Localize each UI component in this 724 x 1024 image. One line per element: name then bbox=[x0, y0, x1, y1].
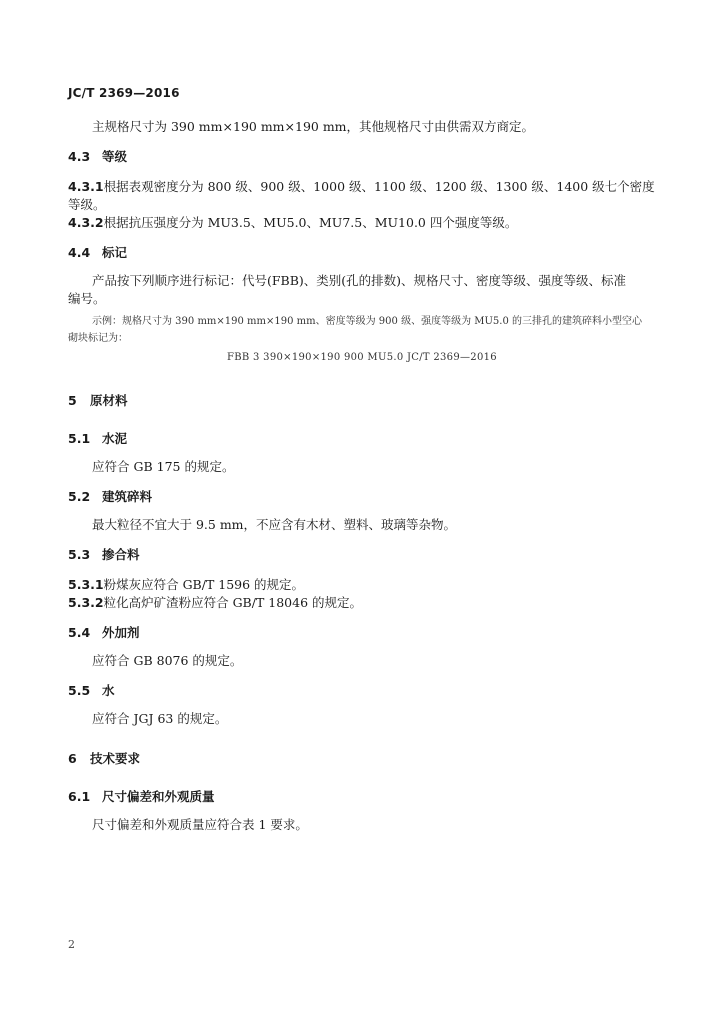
section-number: 4.4 bbox=[68, 245, 91, 260]
section-title: 等级 bbox=[102, 149, 128, 164]
paragraph-5-5: 应符合 JGJ 63 的规定。 bbox=[92, 711, 228, 726]
clause-text: 粉煤灰应符合 GB/T 1596 的规定。 bbox=[103, 577, 305, 592]
clause-5-3-1 bbox=[68, 576, 660, 594]
clause-4-3-1 bbox=[68, 178, 660, 196]
section-title: 原材料 bbox=[90, 393, 128, 408]
section-heading-5-2 bbox=[68, 488, 660, 506]
section-title: 水泥 bbox=[102, 431, 128, 446]
paragraph-main-size: 主规格尺寸为 390 mm×190 mm×190 mm，其他规格尺寸由供需双方商定。 bbox=[92, 119, 535, 134]
example-text-continued: 砌块标记为： bbox=[68, 333, 128, 344]
example-marking-formula: FBB 3 390×190×190 900 MU5.0 JC/T 2369—2016 bbox=[227, 352, 497, 363]
clause-text: 根据表观密度分为 800 级、900 级、1000 级、1100 级、1200 级、1300 级、1400 级七个密度 bbox=[103, 179, 655, 194]
section-title: 技术要求 bbox=[90, 751, 141, 766]
paragraph-6-1: 尺寸偏差和外观质量应符合表 1 要求。 bbox=[92, 817, 308, 832]
section-number: 5.5 bbox=[68, 683, 91, 698]
section-number: 5 bbox=[68, 393, 77, 408]
section-heading-5 bbox=[68, 392, 660, 410]
section-heading-4-4 bbox=[68, 244, 660, 262]
section-heading-5-4 bbox=[68, 624, 660, 642]
page-number: 2 bbox=[68, 938, 75, 951]
clause-text: 根据抗压强度分为 MU3.5、MU5.0、MU7.5、MU10.0 四个强度等级。 bbox=[103, 215, 518, 230]
clause-text: 粒化高炉矿渣粉应符合 GB/T 18046 的规定。 bbox=[103, 595, 362, 610]
standard-code-header: JC/T 2369—2016 bbox=[68, 86, 180, 100]
clause-number: 4.3.1 bbox=[68, 179, 104, 194]
section-number: 5.1 bbox=[68, 431, 91, 446]
section-heading-5-5 bbox=[68, 682, 660, 700]
clause-number: 4.3.2 bbox=[68, 215, 104, 230]
section-number: 6.1 bbox=[68, 789, 91, 804]
section-title: 外加剂 bbox=[102, 625, 140, 640]
paragraph-marking: 产品按下列顺序进行标记：代号(FBB)、类别(孔的排数)、规格尺寸、密度等级、强度等级、标准 bbox=[92, 273, 627, 288]
section-heading-6-1 bbox=[68, 788, 660, 806]
section-heading-5-3 bbox=[68, 546, 660, 564]
section-number: 5.3 bbox=[68, 547, 91, 562]
paragraph-5-2: 最大粒径不宜大于 9.5 mm，不应含有木材、塑料、玻璃等杂物。 bbox=[92, 517, 457, 532]
clause-5-3-2 bbox=[68, 594, 660, 612]
section-number: 5.2 bbox=[68, 489, 91, 504]
paragraph-5-4: 应符合 GB 8076 的规定。 bbox=[92, 653, 243, 668]
example-text: 示例：规格尺寸为 390 mm×190 mm×190 mm、密度等级为 900 级、强度等级为 MU5.0 的三排孔的建筑碎料小型空心 bbox=[92, 316, 642, 327]
section-title: 掺合料 bbox=[102, 547, 140, 562]
section-heading-4-3 bbox=[68, 148, 660, 166]
section-heading-6 bbox=[68, 750, 660, 768]
section-number: 4.3 bbox=[68, 149, 91, 164]
section-title: 尺寸偏差和外观质量 bbox=[102, 789, 215, 804]
clause-number: 5.3.2 bbox=[68, 595, 104, 610]
clause-number: 5.3.1 bbox=[68, 577, 104, 592]
clause-4-3-1-continued: 等级。 bbox=[68, 197, 106, 212]
section-title: 标记 bbox=[102, 245, 128, 260]
clause-4-3-2 bbox=[68, 214, 660, 232]
section-heading-5-1 bbox=[68, 430, 660, 448]
section-title: 建筑碎料 bbox=[102, 489, 153, 504]
section-number: 5.4 bbox=[68, 625, 91, 640]
paragraph-marking-continued: 编号。 bbox=[68, 291, 106, 306]
section-number: 6 bbox=[68, 751, 77, 766]
section-title: 水 bbox=[102, 683, 115, 698]
paragraph-5-1: 应符合 GB 175 的规定。 bbox=[92, 459, 235, 474]
